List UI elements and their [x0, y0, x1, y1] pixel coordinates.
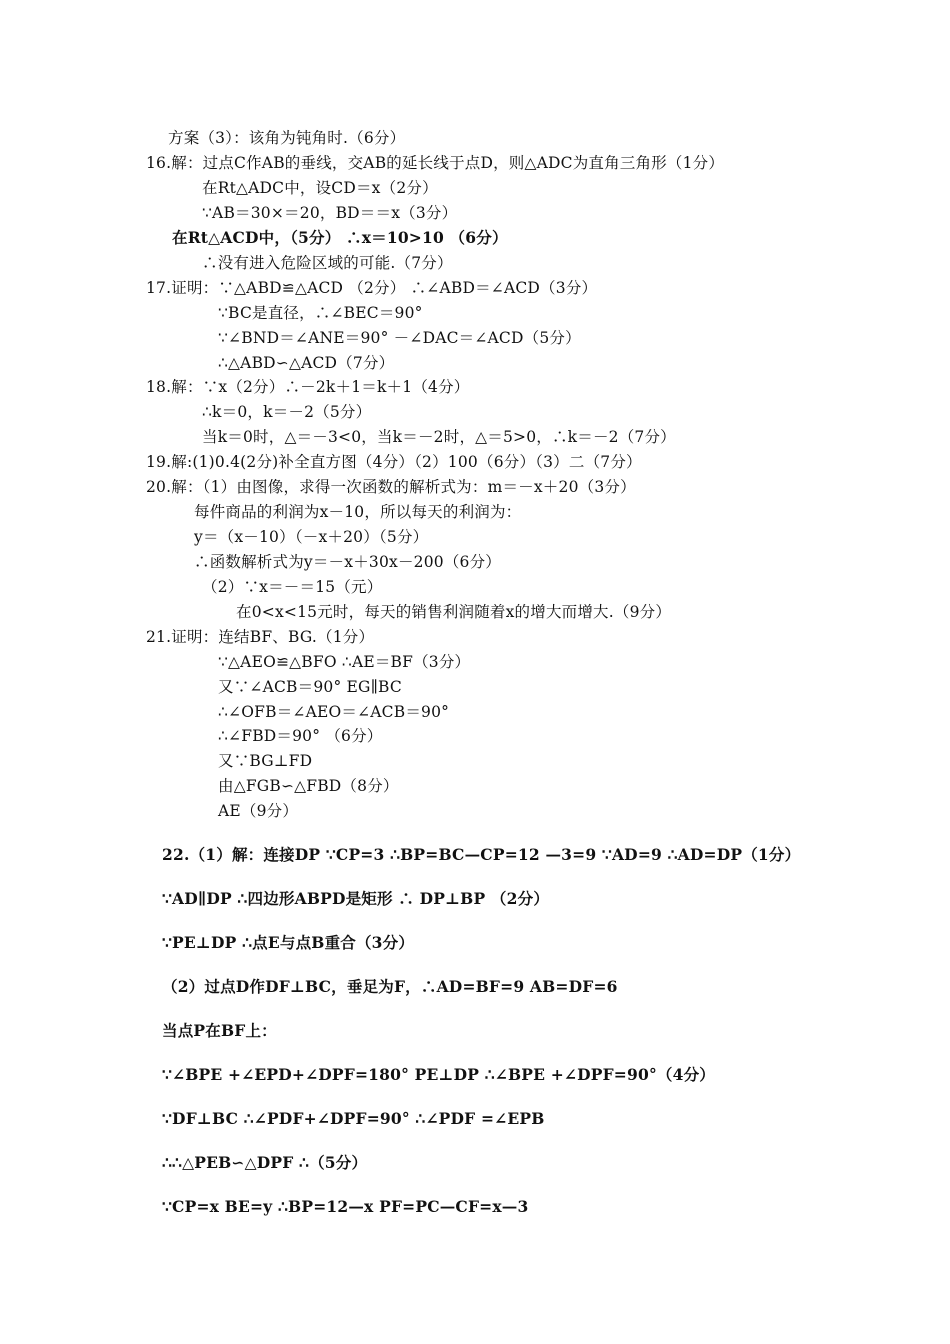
line-q21-step2: 又∵∠ACB＝90° EG∥BC [218, 678, 402, 696]
line-q22-step6: ∵CP=x BE=y ∴BP=12—x PF=PC—CF=x—3 [162, 1197, 529, 1216]
line-q21-intro: 21.证明：连结BF、BG.（1分） [146, 628, 375, 646]
line-q21-step5: 又∵BG⊥FD [218, 752, 313, 770]
line-q21-step3: ∴∠OFB＝∠AEO＝∠ACB＝90° [218, 703, 450, 721]
line-q16-intro: 16.解：过点C作AB的垂线，交AB的延长线于点D，则△ADC为直角三角形（1分） [146, 154, 725, 172]
line-q22-step5: ∴∴△PEB∽△DPF ∴（5分） [162, 1153, 368, 1172]
line-q17-step1: ∵BC是直径，∴∠BEC＝90° [218, 304, 423, 322]
line-q20-conclusion: 在0<x<15元时，每天的销售利润随着x的增大而增大.（9分） [236, 603, 672, 621]
line-q19: 19.解:(1)0.4(2分)补全直方图（4分）（2）100（6分）（3）二（7分） [146, 453, 642, 471]
line-q17-conclusion: ∴△ABD∽△ACD（7分） [218, 354, 395, 372]
line-q16-step3: 在Rt△ACD中，（5分） ∴x＝10>10 （6分） [172, 228, 508, 247]
line-q20-step2: y＝（x－10）（－x＋20）（5分） [194, 528, 429, 546]
line-q22-part2: （2）过点D作DF⊥BC，垂足为F，∴AD=BF=9 AB=DF=6 [162, 977, 618, 996]
line-q21-step6: 由△FGB∽△FBD（8分） [218, 777, 399, 795]
line-q16-step1: 在Rt△ADC中，设CD＝x（2分） [202, 179, 438, 197]
line-q21-conclusion: AE（9分） [218, 802, 299, 820]
line-q17-intro: 17.证明：∵△ABD≌△ACD （2分） ∴∠ABD＝∠ACD（3分） [146, 279, 598, 297]
line-q18-intro: 18.解：∵x（2分）∴－2k＋1＝k＋1（4分） [146, 378, 470, 396]
line-q22-step2: ∵PE⊥DP ∴点E与点B重合（3分） [162, 933, 415, 952]
line-q21-step4: ∴∠FBD＝90° （6分） [218, 727, 383, 745]
line-q22-part1: 22.（1）解：连接DP ∵CP=3 ∴BP=BC—CP=12 —3=9 ∵AD=9 ∴AD=DP（1分） [162, 845, 801, 864]
line-q22-step4: ∵DF⊥BC ∴∠PDF+∠DPF=90° ∴∠PDF =∠EPB [162, 1109, 545, 1128]
line-q22-case: 当点P在BF上： [162, 1021, 277, 1040]
line-q20-part2: （2）∵x＝－＝15（元） [202, 578, 383, 596]
line-plan-3: 方案（3）：该角为钝角时.（6分） [168, 129, 406, 147]
line-q18-step2: 当k＝0时，△＝－3<0，当k＝－2时，△＝5>0，∴k＝－2（7分） [202, 428, 676, 446]
line-q17-step2: ∵∠BND＝∠ANE＝90° －∠DAC＝∠ACD（5分） [218, 329, 581, 347]
line-q18-step1: ∴k＝0，k＝－2（5分） [202, 403, 372, 421]
line-q20-step3: ∴函数解析式为y＝－x＋30x－200（6分） [194, 553, 502, 571]
line-q16-conclusion: ∴没有进入危险区域的可能.（7分） [202, 254, 453, 272]
line-q16-step2: ∵AB＝30×＝20，BD＝＝x（3分） [202, 204, 458, 222]
line-q21-step1: ∵△AEO≌△BFO ∴AE＝BF（3分） [218, 653, 471, 671]
line-q20-intro: 20.解：（1）由图像，求得一次函数的解析式为：m＝－x＋20（3分） [146, 478, 636, 496]
line-q20-step1: 每件商品的利润为x－10，所以每天的利润为： [194, 503, 522, 521]
line-q22-step1: ∵AD∥DP ∴四边形ABPD是矩形 ∴ DP⊥BP （2分） [162, 889, 550, 908]
line-q22-step3: ∵∠BPE +∠EPD+∠DPF=180° PE⊥DP ∴∠BPE +∠DPF=90°（4分） [162, 1065, 715, 1084]
